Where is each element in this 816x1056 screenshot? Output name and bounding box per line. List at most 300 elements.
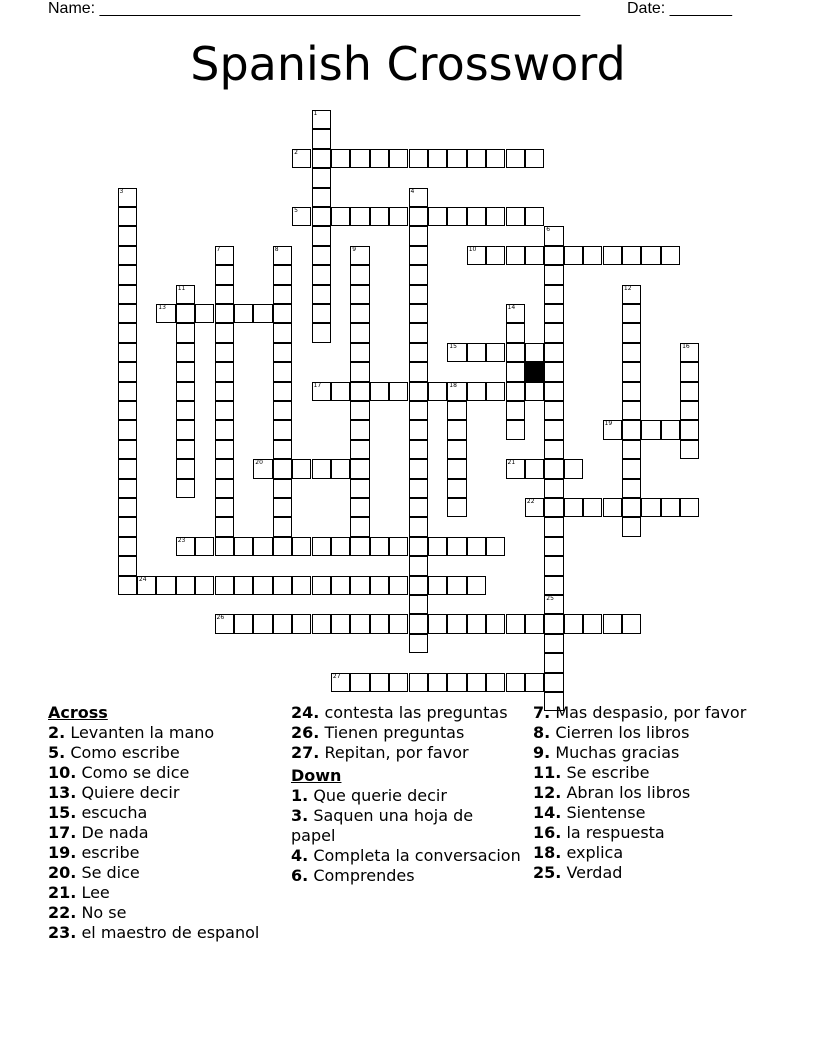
grid-cell[interactable] xyxy=(622,285,641,304)
grid-cell[interactable] xyxy=(215,323,234,342)
grid-cell[interactable] xyxy=(525,149,544,168)
grid-cell[interactable] xyxy=(176,285,195,304)
grid-cell[interactable] xyxy=(428,537,447,556)
grid-cell[interactable] xyxy=(409,401,428,420)
grid-cell[interactable] xyxy=(350,323,369,342)
grid-cell[interactable] xyxy=(331,614,350,633)
grid-cell[interactable] xyxy=(118,576,137,595)
grid-cell[interactable] xyxy=(409,479,428,498)
grid-cell[interactable] xyxy=(467,343,486,362)
grid-cell[interactable] xyxy=(273,323,292,342)
grid-cell[interactable] xyxy=(506,246,525,265)
grid-cell[interactable] xyxy=(506,401,525,420)
grid-cell[interactable] xyxy=(292,614,311,633)
grid-cell[interactable] xyxy=(176,401,195,420)
grid-cell[interactable] xyxy=(312,304,331,323)
grid-cell[interactable] xyxy=(331,149,350,168)
grid-cell[interactable] xyxy=(331,673,350,692)
grid-cell[interactable] xyxy=(118,459,137,478)
grid-cell[interactable] xyxy=(312,265,331,284)
grid-cell[interactable] xyxy=(331,576,350,595)
grid-cell[interactable] xyxy=(118,420,137,439)
grid-cell[interactable] xyxy=(680,401,699,420)
grid-cell[interactable] xyxy=(312,110,331,129)
grid-cell[interactable] xyxy=(486,207,505,226)
grid-cell[interactable] xyxy=(447,343,466,362)
grid-cell[interactable] xyxy=(409,517,428,536)
grid-cell[interactable] xyxy=(661,420,680,439)
grid-cell[interactable] xyxy=(544,459,563,478)
grid-cell[interactable] xyxy=(312,246,331,265)
grid-cell[interactable] xyxy=(583,498,602,517)
grid-cell[interactable] xyxy=(273,382,292,401)
grid-cell[interactable] xyxy=(447,537,466,556)
grid-cell[interactable] xyxy=(564,459,583,478)
grid-cell[interactable] xyxy=(506,343,525,362)
grid-cell[interactable] xyxy=(428,614,447,633)
grid-cell[interactable] xyxy=(506,149,525,168)
grid-cell[interactable] xyxy=(409,459,428,478)
grid-cell[interactable] xyxy=(389,537,408,556)
grid-cell[interactable] xyxy=(137,576,156,595)
grid-cell[interactable] xyxy=(447,576,466,595)
grid-cell[interactable] xyxy=(331,382,350,401)
grid-cell[interactable] xyxy=(409,673,428,692)
grid-cell[interactable] xyxy=(215,459,234,478)
grid-cell[interactable] xyxy=(273,285,292,304)
grid-cell[interactable] xyxy=(273,459,292,478)
grid-cell[interactable] xyxy=(312,188,331,207)
grid-cell[interactable] xyxy=(544,323,563,342)
grid-cell[interactable] xyxy=(544,440,563,459)
grid-cell[interactable] xyxy=(447,440,466,459)
grid-cell[interactable] xyxy=(486,343,505,362)
grid-cell[interactable] xyxy=(447,149,466,168)
grid-cell[interactable] xyxy=(350,343,369,362)
grid-cell[interactable] xyxy=(312,168,331,187)
grid-cell[interactable] xyxy=(544,382,563,401)
grid-cell[interactable] xyxy=(525,246,544,265)
grid-cell[interactable] xyxy=(215,614,234,633)
grid-cell[interactable] xyxy=(312,285,331,304)
grid-cell[interactable] xyxy=(409,556,428,575)
grid-cell[interactable] xyxy=(292,537,311,556)
grid-cell[interactable] xyxy=(544,634,563,653)
grid-cell[interactable] xyxy=(350,614,369,633)
grid-cell[interactable] xyxy=(176,537,195,556)
grid-cell[interactable] xyxy=(544,653,563,672)
grid-cell[interactable] xyxy=(544,498,563,517)
grid-cell[interactable] xyxy=(467,149,486,168)
grid-cell[interactable] xyxy=(409,188,428,207)
grid-cell[interactable] xyxy=(292,459,311,478)
grid-cell[interactable] xyxy=(215,362,234,381)
grid-cell[interactable] xyxy=(641,498,660,517)
grid-cell[interactable] xyxy=(409,285,428,304)
grid-cell[interactable] xyxy=(409,576,428,595)
grid-cell[interactable] xyxy=(234,576,253,595)
grid-cell[interactable] xyxy=(215,382,234,401)
grid-cell[interactable] xyxy=(118,362,137,381)
grid-cell[interactable] xyxy=(292,207,311,226)
grid-cell[interactable] xyxy=(409,614,428,633)
grid-cell[interactable] xyxy=(331,459,350,478)
grid-cell[interactable] xyxy=(312,207,331,226)
grid-cell[interactable] xyxy=(331,537,350,556)
grid-cell[interactable] xyxy=(370,673,389,692)
grid-cell[interactable] xyxy=(447,401,466,420)
grid-cell[interactable] xyxy=(312,537,331,556)
grid-cell[interactable] xyxy=(273,440,292,459)
grid-cell[interactable] xyxy=(118,479,137,498)
grid-cell[interactable] xyxy=(525,207,544,226)
grid-cell[interactable] xyxy=(506,673,525,692)
grid-cell[interactable] xyxy=(622,614,641,633)
grid-cell[interactable] xyxy=(273,246,292,265)
grid-cell[interactable] xyxy=(544,517,563,536)
grid-cell[interactable] xyxy=(370,614,389,633)
grid-cell[interactable] xyxy=(680,440,699,459)
grid-cell[interactable] xyxy=(622,517,641,536)
grid-cell[interactable] xyxy=(544,537,563,556)
grid-cell[interactable] xyxy=(312,129,331,148)
grid-cell[interactable] xyxy=(118,517,137,536)
grid-cell[interactable] xyxy=(273,343,292,362)
grid-cell[interactable] xyxy=(273,498,292,517)
grid-cell[interactable] xyxy=(622,459,641,478)
grid-cell[interactable] xyxy=(486,246,505,265)
grid-cell[interactable] xyxy=(389,673,408,692)
grid-cell[interactable] xyxy=(641,420,660,439)
grid-cell[interactable] xyxy=(350,401,369,420)
grid-cell[interactable] xyxy=(118,440,137,459)
grid-cell[interactable] xyxy=(409,226,428,245)
grid-cell[interactable] xyxy=(622,498,641,517)
grid-cell[interactable] xyxy=(273,479,292,498)
grid-cell[interactable] xyxy=(409,149,428,168)
grid-cell[interactable] xyxy=(118,382,137,401)
grid-cell[interactable] xyxy=(603,420,622,439)
grid-cell[interactable] xyxy=(253,537,272,556)
grid-cell[interactable] xyxy=(525,673,544,692)
grid-cell[interactable] xyxy=(176,576,195,595)
grid-cell[interactable] xyxy=(544,265,563,284)
grid-cell[interactable] xyxy=(350,537,369,556)
grid-cell[interactable] xyxy=(215,576,234,595)
grid-cell[interactable] xyxy=(389,382,408,401)
grid-cell[interactable] xyxy=(215,304,234,323)
grid-cell[interactable] xyxy=(525,382,544,401)
grid-cell[interactable] xyxy=(312,576,331,595)
grid-cell[interactable] xyxy=(350,285,369,304)
grid-cell[interactable] xyxy=(409,362,428,381)
grid-cell[interactable] xyxy=(428,382,447,401)
grid-cell[interactable] xyxy=(350,440,369,459)
grid-cell[interactable] xyxy=(428,576,447,595)
grid-cell[interactable] xyxy=(447,498,466,517)
grid-cell[interactable] xyxy=(118,265,137,284)
grid-cell[interactable] xyxy=(118,556,137,575)
grid-cell[interactable] xyxy=(350,207,369,226)
grid-cell[interactable] xyxy=(370,576,389,595)
grid-cell[interactable] xyxy=(253,459,272,478)
grid-cell[interactable] xyxy=(273,420,292,439)
grid-cell[interactable] xyxy=(467,207,486,226)
grid-cell[interactable] xyxy=(486,614,505,633)
grid-cell[interactable] xyxy=(486,382,505,401)
grid-cell[interactable] xyxy=(312,226,331,245)
grid-cell[interactable] xyxy=(176,440,195,459)
grid-cell[interactable] xyxy=(370,207,389,226)
grid-cell[interactable] xyxy=(312,614,331,633)
grid-cell[interactable] xyxy=(370,537,389,556)
grid-cell[interactable] xyxy=(273,265,292,284)
grid-cell[interactable] xyxy=(622,323,641,342)
grid-cell[interactable] xyxy=(564,498,583,517)
grid-cell[interactable] xyxy=(506,362,525,381)
grid-cell[interactable] xyxy=(486,537,505,556)
grid-cell[interactable] xyxy=(409,498,428,517)
grid-cell[interactable] xyxy=(350,576,369,595)
grid-cell[interactable] xyxy=(544,285,563,304)
grid-cell[interactable] xyxy=(118,323,137,342)
grid-cell[interactable] xyxy=(215,420,234,439)
grid-cell[interactable] xyxy=(350,382,369,401)
grid-cell[interactable] xyxy=(467,537,486,556)
grid-cell[interactable] xyxy=(409,246,428,265)
grid-cell[interactable] xyxy=(215,246,234,265)
grid-cell[interactable] xyxy=(622,382,641,401)
grid-cell[interactable] xyxy=(176,420,195,439)
grid-cell[interactable] xyxy=(661,246,680,265)
grid-cell[interactable] xyxy=(409,207,428,226)
grid-cell[interactable] xyxy=(680,498,699,517)
grid-cell[interactable] xyxy=(467,673,486,692)
grid-cell[interactable] xyxy=(603,498,622,517)
grid-cell[interactable] xyxy=(428,149,447,168)
grid-cell[interactable] xyxy=(583,246,602,265)
grid-cell[interactable] xyxy=(350,517,369,536)
grid-cell[interactable] xyxy=(312,323,331,342)
grid-cell[interactable] xyxy=(622,362,641,381)
grid-cell[interactable] xyxy=(564,614,583,633)
grid-cell[interactable] xyxy=(544,304,563,323)
grid-cell[interactable] xyxy=(215,285,234,304)
grid-cell[interactable] xyxy=(234,614,253,633)
grid-cell[interactable] xyxy=(215,440,234,459)
grid-cell[interactable] xyxy=(525,459,544,478)
grid-cell[interactable] xyxy=(273,576,292,595)
grid-cell[interactable] xyxy=(544,226,563,245)
grid-cell[interactable] xyxy=(467,576,486,595)
grid-cell[interactable] xyxy=(156,304,175,323)
grid-cell[interactable] xyxy=(273,517,292,536)
grid-cell[interactable] xyxy=(544,420,563,439)
grid-cell[interactable] xyxy=(215,498,234,517)
grid-cell[interactable] xyxy=(370,382,389,401)
grid-cell[interactable] xyxy=(409,595,428,614)
grid-cell[interactable] xyxy=(253,576,272,595)
grid-cell[interactable] xyxy=(447,614,466,633)
grid-cell[interactable] xyxy=(118,207,137,226)
grid-cell[interactable] xyxy=(622,479,641,498)
grid-cell[interactable] xyxy=(680,343,699,362)
grid-cell[interactable] xyxy=(118,401,137,420)
grid-cell[interactable] xyxy=(118,226,137,245)
grid-cell[interactable] xyxy=(312,149,331,168)
grid-cell[interactable] xyxy=(156,576,175,595)
grid-cell[interactable] xyxy=(409,343,428,362)
grid-cell[interactable] xyxy=(195,537,214,556)
grid-cell[interactable] xyxy=(118,498,137,517)
grid-cell[interactable] xyxy=(622,246,641,265)
grid-cell[interactable] xyxy=(525,343,544,362)
grid-cell[interactable] xyxy=(176,479,195,498)
grid-cell[interactable] xyxy=(292,576,311,595)
grid-cell[interactable] xyxy=(389,614,408,633)
grid-cell[interactable] xyxy=(409,537,428,556)
grid-cell[interactable] xyxy=(564,246,583,265)
grid-cell[interactable] xyxy=(506,420,525,439)
grid-cell[interactable] xyxy=(273,401,292,420)
grid-cell[interactable] xyxy=(661,498,680,517)
grid-cell[interactable] xyxy=(447,459,466,478)
grid-cell[interactable] xyxy=(409,382,428,401)
grid-cell[interactable] xyxy=(467,614,486,633)
grid-cell[interactable] xyxy=(350,420,369,439)
grid-cell[interactable] xyxy=(215,343,234,362)
grid-cell[interactable] xyxy=(273,304,292,323)
grid-cell[interactable] xyxy=(253,304,272,323)
grid-cell[interactable] xyxy=(641,246,660,265)
grid-cell[interactable] xyxy=(409,323,428,342)
grid-cell[interactable] xyxy=(409,304,428,323)
grid-cell[interactable] xyxy=(273,614,292,633)
grid-cell[interactable] xyxy=(176,382,195,401)
name-field[interactable]: Name: ______________________________________________________ xyxy=(48,0,581,17)
grid-cell[interactable] xyxy=(544,595,563,614)
grid-cell[interactable] xyxy=(544,479,563,498)
grid-cell[interactable] xyxy=(409,634,428,653)
grid-cell[interactable] xyxy=(350,479,369,498)
grid-cell[interactable] xyxy=(506,614,525,633)
grid-cell[interactable] xyxy=(544,343,563,362)
grid-cell[interactable] xyxy=(544,556,563,575)
grid-cell[interactable] xyxy=(331,207,350,226)
grid-cell[interactable] xyxy=(176,304,195,323)
grid-cell[interactable] xyxy=(680,362,699,381)
grid-cell[interactable] xyxy=(215,537,234,556)
grid-cell[interactable] xyxy=(409,265,428,284)
grid-cell[interactable] xyxy=(350,498,369,517)
grid-cell[interactable] xyxy=(118,188,137,207)
grid-cell[interactable] xyxy=(447,207,466,226)
grid-cell[interactable] xyxy=(350,459,369,478)
grid-cell[interactable] xyxy=(176,459,195,478)
grid-cell[interactable] xyxy=(118,246,137,265)
grid-cell[interactable] xyxy=(350,265,369,284)
grid-cell[interactable] xyxy=(428,207,447,226)
grid-cell[interactable] xyxy=(467,246,486,265)
grid-cell[interactable] xyxy=(118,304,137,323)
date-field[interactable]: Date: _______ xyxy=(627,0,732,17)
grid-cell[interactable] xyxy=(273,537,292,556)
grid-cell[interactable] xyxy=(350,673,369,692)
grid-cell[interactable] xyxy=(544,246,563,265)
grid-cell[interactable] xyxy=(506,382,525,401)
grid-cell[interactable] xyxy=(583,614,602,633)
grid-cell[interactable] xyxy=(525,498,544,517)
grid-cell[interactable] xyxy=(215,401,234,420)
grid-cell[interactable] xyxy=(428,673,447,692)
grid-cell[interactable] xyxy=(486,673,505,692)
grid-cell[interactable] xyxy=(622,343,641,362)
grid-cell[interactable] xyxy=(350,246,369,265)
grid-cell[interactable] xyxy=(544,614,563,633)
grid-cell[interactable] xyxy=(389,149,408,168)
grid-cell[interactable] xyxy=(603,246,622,265)
grid-cell[interactable] xyxy=(409,440,428,459)
grid-cell[interactable] xyxy=(506,459,525,478)
grid-cell[interactable] xyxy=(409,420,428,439)
grid-cell[interactable] xyxy=(389,576,408,595)
grid-cell[interactable] xyxy=(118,343,137,362)
grid-cell[interactable] xyxy=(622,420,641,439)
grid-cell[interactable] xyxy=(215,517,234,536)
grid-cell[interactable] xyxy=(622,401,641,420)
grid-cell[interactable] xyxy=(506,323,525,342)
grid-cell[interactable] xyxy=(118,537,137,556)
grid-cell[interactable] xyxy=(447,382,466,401)
grid-cell[interactable] xyxy=(195,304,214,323)
grid-cell[interactable] xyxy=(176,323,195,342)
grid-cell[interactable] xyxy=(680,420,699,439)
grid-cell[interactable] xyxy=(195,576,214,595)
grid-cell[interactable] xyxy=(176,362,195,381)
grid-cell[interactable] xyxy=(603,614,622,633)
grid-cell[interactable] xyxy=(544,401,563,420)
grid-cell[interactable] xyxy=(525,614,544,633)
grid-cell[interactable] xyxy=(118,285,137,304)
grid-cell[interactable] xyxy=(506,304,525,323)
grid-cell[interactable] xyxy=(506,207,525,226)
grid-cell[interactable] xyxy=(544,362,563,381)
grid-cell[interactable] xyxy=(467,382,486,401)
grid-cell[interactable] xyxy=(350,304,369,323)
grid-cell[interactable] xyxy=(370,149,389,168)
grid-cell[interactable] xyxy=(273,362,292,381)
grid-cell[interactable] xyxy=(176,343,195,362)
grid-cell[interactable] xyxy=(680,382,699,401)
grid-cell[interactable] xyxy=(253,614,272,633)
grid-cell[interactable] xyxy=(292,149,311,168)
grid-cell[interactable] xyxy=(447,479,466,498)
grid-cell[interactable] xyxy=(544,576,563,595)
grid-cell[interactable] xyxy=(350,362,369,381)
grid-cell[interactable] xyxy=(622,440,641,459)
grid-cell[interactable] xyxy=(447,673,466,692)
grid-cell[interactable] xyxy=(447,420,466,439)
grid-cell[interactable] xyxy=(215,479,234,498)
grid-cell[interactable] xyxy=(389,207,408,226)
grid-cell[interactable] xyxy=(312,459,331,478)
grid-cell[interactable] xyxy=(234,304,253,323)
grid-cell[interactable] xyxy=(486,149,505,168)
grid-cell[interactable] xyxy=(544,673,563,692)
grid-cell[interactable] xyxy=(234,537,253,556)
grid-cell[interactable] xyxy=(215,265,234,284)
grid-cell[interactable] xyxy=(312,382,331,401)
